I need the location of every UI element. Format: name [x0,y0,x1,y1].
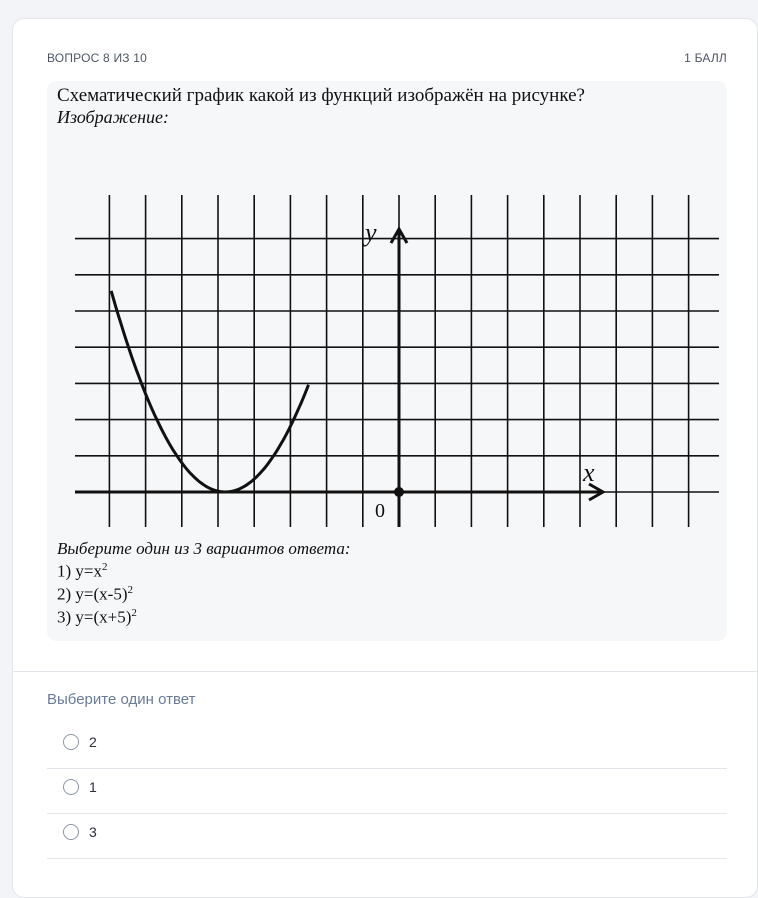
origin-label: 0 [375,500,385,522]
radio-button[interactable] [63,824,79,840]
answer-heading: Выберите один ответ [47,691,196,708]
answer-label: 1 [89,779,97,795]
section-divider [13,671,757,672]
question-content [47,81,727,641]
option-1: 1) $y=x^2$ [57,561,108,581]
question-counter: ВОПРОС 8 ИЗ 10 [47,51,148,65]
answer-prompt: Выберите один из 3 вариантов ответа: [57,539,351,558]
parabola-graph [47,127,727,527]
answer-label: 2 [89,734,97,750]
option-2: 2) $y=(x-5)^2$ [57,584,133,604]
answer-option-3[interactable] [47,814,727,859]
answer-option-2[interactable] [47,769,727,814]
option-3: 3) $y=(x+5)^2$ [57,607,137,627]
origin-point [394,487,404,497]
question-points: 1 БАЛЛ [684,51,727,65]
radio-button[interactable] [63,779,79,795]
graph-grid [75,195,719,527]
radio-button[interactable] [63,734,79,750]
parabola-curve [111,291,308,492]
y-axis-label: y [365,218,377,247]
x-axis-label: x [583,458,595,487]
answer-option-1[interactable] [47,724,727,769]
answer-label: 3 [89,824,97,840]
question-title: Схематический график какой из функций изображён на рисунке? [57,85,585,106]
question-card [12,18,758,898]
image-caption: Изображение: [57,107,170,127]
